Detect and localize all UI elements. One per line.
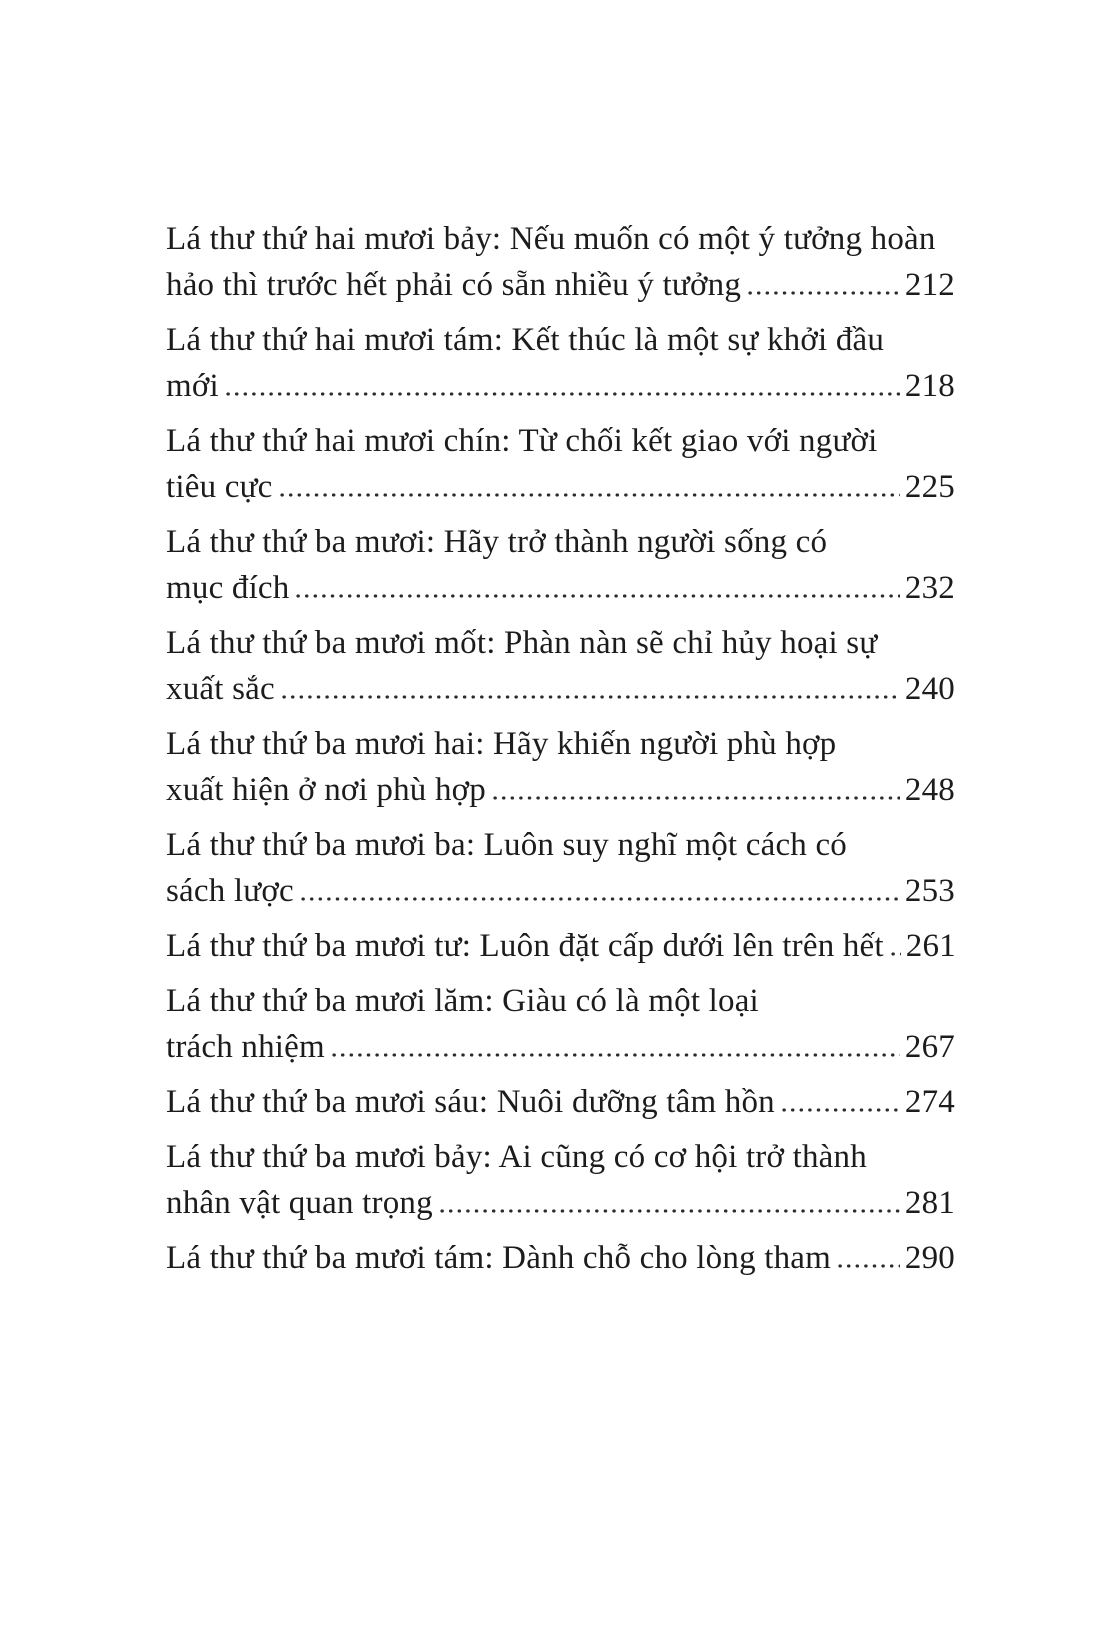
toc-entry xyxy=(166,1079,955,1125)
table-of-contents xyxy=(166,216,955,1281)
toc-entry-last-line xyxy=(166,868,955,914)
dot-leader xyxy=(332,1053,900,1057)
dot-leader xyxy=(748,291,900,295)
toc-entry xyxy=(166,822,955,914)
dot-leader xyxy=(493,796,900,800)
toc-entry-title-line-1: Lá thư thứ ba mươi ba: Luôn suy nghĩ một cách có xyxy=(166,827,847,863)
toc-entry-title-line-2: xuất sắc xyxy=(166,671,275,707)
toc-entry xyxy=(166,923,955,969)
toc-entry xyxy=(166,216,955,308)
toc-entry xyxy=(166,620,955,712)
dot-leader xyxy=(838,1264,900,1268)
toc-entry-title-line-1: Lá thư thứ ba mươi: Hãy trở thành người sống có xyxy=(166,524,828,560)
dot-leader xyxy=(782,1108,900,1112)
toc-entry-page-number: 290 xyxy=(904,1240,955,1276)
toc-entry xyxy=(166,1134,955,1226)
toc-entry xyxy=(166,1235,955,1281)
toc-entry-last-line xyxy=(166,767,955,813)
toc-entry-title-line-2: Lá thư thứ ba mươi tám: Dành chỗ cho lòng tham xyxy=(166,1240,832,1276)
toc-entry-page-number: 232 xyxy=(904,570,955,606)
dot-leader xyxy=(282,695,900,699)
toc-entry xyxy=(166,317,955,409)
toc-entry-page-number: 212 xyxy=(904,267,955,303)
toc-entry-last-line xyxy=(166,262,955,308)
dot-leader xyxy=(440,1209,900,1213)
toc-entry-title-line-2: Lá thư thứ ba mươi tư: Luôn đặt cấp dưới lên trên hết xyxy=(166,928,884,964)
toc-entry-last-line xyxy=(166,1024,955,1070)
toc-entry-title-line-2: mục đích xyxy=(166,570,290,606)
toc-entry-last-line xyxy=(166,1235,955,1281)
toc-entry-page-number: 261 xyxy=(905,928,956,964)
toc-entry-page-number: 267 xyxy=(904,1029,955,1065)
dot-leader xyxy=(301,897,900,901)
toc-entry-title-line-1: Lá thư thứ ba mươi lăm: Giàu có là một loại xyxy=(166,983,759,1019)
toc-entry-last-line xyxy=(166,923,955,969)
dot-leader xyxy=(296,594,899,598)
toc-entry-title-line-2: mới xyxy=(166,368,219,404)
toc-entry-last-line xyxy=(166,666,955,712)
toc-entry xyxy=(166,978,955,1070)
toc-entry-last-line xyxy=(166,464,955,510)
toc-entry-page-number: 218 xyxy=(904,368,955,404)
toc-entry xyxy=(166,519,955,611)
toc-entry-title-line-1: Lá thư thứ ba mươi mốt: Phàn nàn sẽ chỉ hủy hoại sự xyxy=(166,625,878,661)
toc-entry-title-line-2: tiêu cực xyxy=(166,469,273,505)
toc-entry-page-number: 225 xyxy=(904,469,955,505)
toc-entry-page-number: 248 xyxy=(904,772,955,808)
toc-entry-page-number: 253 xyxy=(904,873,955,909)
toc-entry-title-line-2: Lá thư thứ ba mươi sáu: Nuôi dưỡng tâm hồn xyxy=(166,1084,775,1120)
toc-entry-page-number: 240 xyxy=(904,671,955,707)
toc-entry-title-line-1: Lá thư thứ hai mươi bảy: Nếu muốn có một ý tưởng hoàn xyxy=(166,221,936,257)
toc-entry-title-line-2: nhân vật quan trọng xyxy=(166,1185,433,1221)
toc-entry-last-line xyxy=(166,565,955,611)
toc-entry-title-line-2: xuất hiện ở nơi phù hợp xyxy=(166,772,487,808)
toc-entry-page-number: 274 xyxy=(904,1084,955,1120)
toc-entry-last-line xyxy=(166,1180,955,1226)
toc-entry-page-number: 281 xyxy=(904,1185,955,1221)
toc-entry-title-line-1: Lá thư thứ hai mươi tám: Kết thúc là một sự khởi đầu xyxy=(166,322,885,358)
toc-entry xyxy=(166,418,955,510)
toc-entry-title-line-1: Lá thư thứ ba mươi hai: Hãy khiến người phù hợp xyxy=(166,726,837,762)
toc-entry-title-line-2: sách lược xyxy=(166,873,294,909)
toc-entry-last-line xyxy=(166,1079,955,1125)
toc-entry xyxy=(166,721,955,813)
toc-entry-title-line-2: hảo thì trước hết phải có sẵn nhiều ý tưởng xyxy=(166,267,742,303)
toc-entry-title-line-2: trách nhiệm xyxy=(166,1029,325,1065)
dot-leader xyxy=(226,392,900,396)
toc-entry-title-line-1: Lá thư thứ hai mươi chín: Từ chối kết giao với người xyxy=(166,423,878,459)
dot-leader xyxy=(891,952,901,956)
toc-entry-last-line xyxy=(166,363,955,409)
toc-entry-title-line-1: Lá thư thứ ba mươi bảy: Ai cũng có cơ hội trở thành xyxy=(166,1139,867,1175)
dot-leader xyxy=(280,493,900,497)
